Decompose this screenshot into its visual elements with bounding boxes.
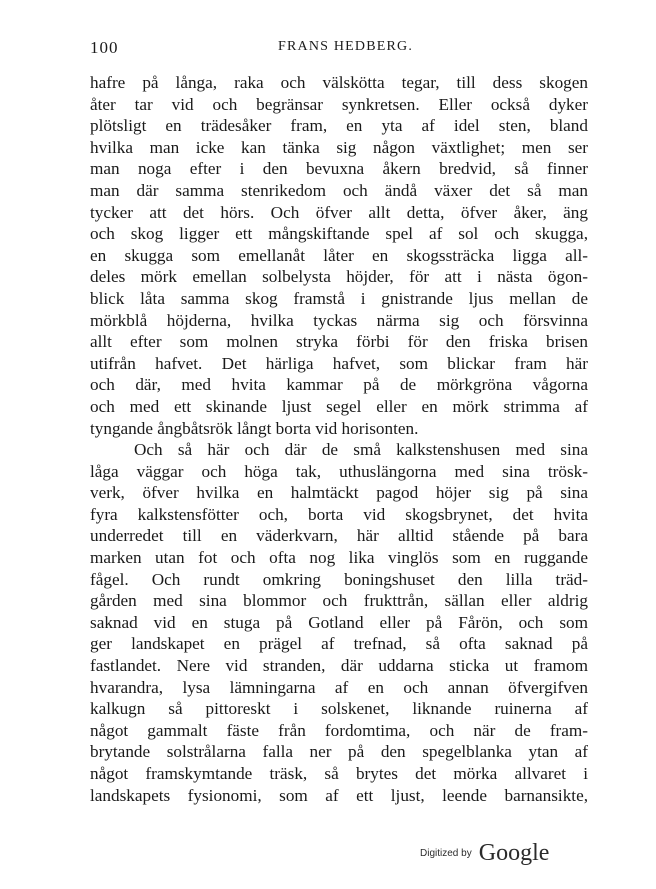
text-line: saknad vid en stuga på Gotland eller på Fårön, och som (90, 612, 588, 632)
text-line: ger landskapet en prägel af trefnad, så ofta saknad på (90, 634, 588, 654)
page-number: 100 (90, 38, 119, 57)
text-line: deles mörk emellan solbelysta höjder, för att i nästa ögon- (90, 267, 588, 287)
paragraph (90, 439, 588, 806)
text-line: hvilka man icke kan tänka sig någon växtlighet; men ser (90, 137, 588, 157)
text-line: en skugga som emellanåt låter en skogssträcka ligga all- (90, 245, 588, 265)
text-line: fastlandet. Nere vid stranden, där uddarna sticka ut framom (90, 656, 588, 676)
text-line: tyngande ångbåtsrök långt borta vid horisonten. (90, 418, 419, 438)
running-title: FRANS HEDBERG. (278, 39, 414, 54)
digitized-by-label: Digitized by (420, 848, 472, 859)
text-line: och med ett skinande ljust segel eller en mörk strimma af (90, 396, 588, 416)
text-line: något framskymtande träsk, så brytes det mörka allvaret i (90, 764, 588, 783)
body-text (90, 72, 588, 806)
text-line: Och så här och där de små kalkstenshusen med sina (134, 440, 588, 460)
text-line: underredet till en väderkvarn, här alltid stående på bara (90, 526, 588, 546)
text-line: låga väggar och höga tak, uthuslängorna med sina trösk- (90, 461, 588, 481)
text-line: mörkblå höjderna, hvilka tyckas närma sig och försvinna (90, 310, 588, 330)
text-line: fågel. Och rundt omkring boningshuset den lilla träd- (90, 569, 588, 589)
text-line: hvarandra, lysa lämningarna af en och annan öfvergifven (90, 677, 588, 697)
text-line: kalkugn så pittoreskt i solskenet, liknande ruinerna af (90, 699, 588, 719)
text-line: marken utan fot och ofta nog lika vinglös som en ruggande (90, 548, 588, 568)
text-line: och där, med hvita kammar på de mörkgröna vågorna (90, 375, 588, 395)
text-line: landskapets fysionomi, som af ett ljust, leende barnansikte, (90, 785, 588, 805)
text-line: något gammalt fäste från fordomtima, och när de fram- (90, 720, 588, 740)
text-line: man noga efter i den bevuxna åkern bredvid, så finner (90, 159, 588, 179)
google-logo: Google (478, 840, 550, 866)
text-line: gården med sina blommor och frukttrån, sällan eller aldrig (90, 591, 588, 611)
text-line: verk, öfver hvilka en halmtäckt pagod höjer sig på sina (90, 483, 588, 503)
text-line: plötsligt en trädesåker fram, en yta af idel sten, bland (90, 116, 588, 136)
text-line: åter tar vid och begränsar synkretsen. Eller också dyker (90, 94, 588, 114)
text-line: blick låta samma skog framstå i gnistrande ljus mellan de (90, 288, 588, 308)
text-line: utifrån hafvet. Det härliga hafvet, som blickar fram här (90, 353, 588, 373)
text-line: brytande solstrålarna falla ner på den spegelblanka ytan af (90, 742, 588, 762)
text-line: man där samma stenrikedom och ändå växer det så man (90, 180, 588, 200)
text-line: allt efter som molnen stryka förbi för den friska brisen (90, 332, 588, 352)
text-line: hafre på långa, raka och välskötta tegar, till dess skogen (90, 73, 588, 92)
text-line: och skog ligger ett mångskiftande spel af sol och skugga, (90, 224, 588, 244)
paragraph (90, 72, 588, 439)
text-line: tycker att det hörs. Och öfver allt detta, öfver åker, äng (90, 202, 588, 222)
text-line: fyra kalkstensfötter och, borta vid skogsbrynet, det hvita (90, 504, 588, 524)
page-header (90, 38, 590, 62)
digitization-watermark (420, 840, 549, 870)
